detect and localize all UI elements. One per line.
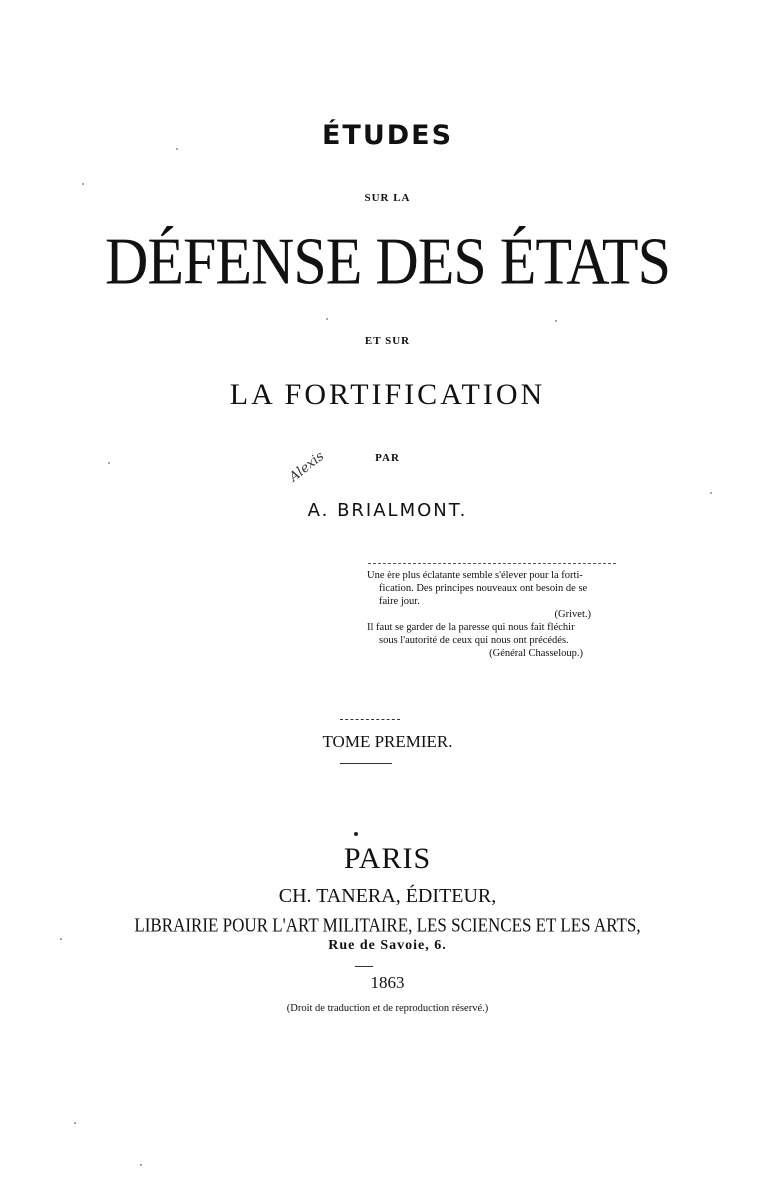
paper-speck — [140, 1164, 142, 1166]
paper-speck — [710, 492, 712, 494]
paper-speck — [176, 148, 178, 150]
ornament-dot — [354, 832, 358, 836]
imprint-publisher: CH. TANERA, ÉDITEUR, — [278, 885, 497, 907]
imprint-street: Rue de Savoie, 6. — [328, 938, 447, 953]
epigraph-line: Une ère plus éclatante semble s'élever pour la forti- — [367, 570, 583, 581]
imprint-rights: (Droit de traduction et de reproduction réservé.) — [286, 1003, 489, 1014]
epigraph-line: sous l'autorité de ceux qui nous ont précédés. — [379, 635, 569, 646]
paper-speck — [74, 1122, 76, 1124]
handwritten-annotation: Alexis — [286, 448, 328, 485]
separator-rule — [340, 763, 392, 764]
title-et-sur: ET SUR — [364, 335, 411, 347]
epigraph — [367, 569, 627, 660]
epigraph-line: faire jour. — [379, 596, 420, 607]
imprint-city: PARIS — [343, 842, 432, 875]
paper-speck — [108, 462, 110, 464]
title-la-fortification: LA FORTIFICATION — [229, 378, 546, 411]
separator-rule — [355, 966, 373, 967]
epigraph-line: fication. Des principes nouveaux ont besoin de se — [379, 583, 588, 594]
volume-label: TOME PREMIER. — [322, 732, 453, 751]
paper-speck — [82, 183, 84, 185]
byline-par: PAR — [375, 452, 400, 464]
epigraph-source: (Général Chasseloup.) — [489, 648, 583, 659]
paper-speck — [60, 938, 62, 940]
separator-rule — [340, 719, 400, 720]
paper-speck — [555, 320, 557, 322]
epigraph-source: (Grivet.) — [554, 609, 591, 620]
epigraph-rule — [368, 563, 616, 564]
title-sur-la: SUR LA — [364, 192, 411, 204]
title-etudes: ÉTUDES — [321, 120, 454, 151]
paper-speck — [326, 318, 328, 320]
epigraph-line: Il faut se garder de la paresse qui nous fait fléchir — [367, 622, 575, 633]
title-defense-des-etats: DÉFENSE DES ÉTATS — [105, 224, 670, 299]
author-name: A. BRIALMONT. — [307, 500, 468, 521]
imprint-bookshop: LIBRAIRIE POUR L'ART MILITAIRE, LES SCIENCES ET LES ARTS, — [134, 914, 641, 936]
imprint-year: 1863 — [370, 973, 405, 992]
